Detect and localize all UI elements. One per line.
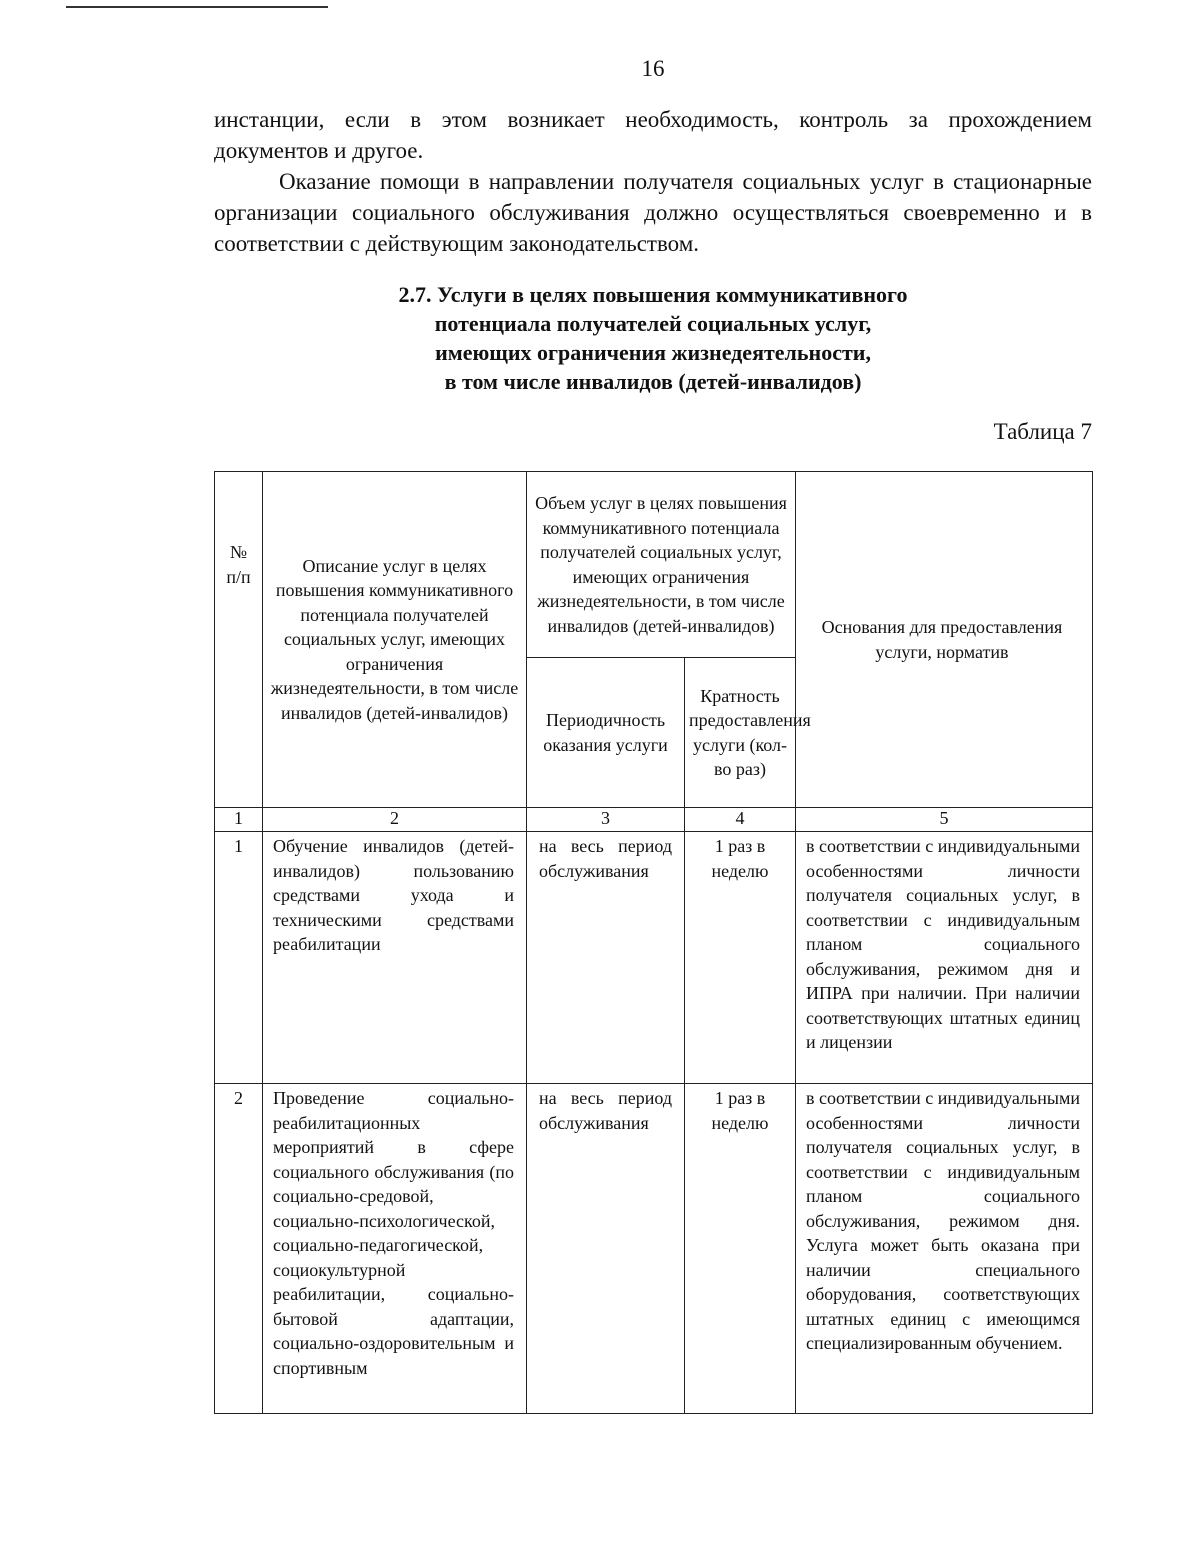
services-table — [214, 471, 1093, 1414]
header-volume-group: Объем услуг в целях повышения коммуникативного потенциала получателей социальных услуг, имеющих ограничения жизнедеятельности, в том числе инвалидов (детей-инвалидов) — [527, 472, 796, 658]
heading-line: в том числе инвалидов (детей-инвалидов) — [444, 369, 862, 394]
top-rule — [66, 6, 328, 8]
row-basis: в соответствии с индивидуальными особенностями личности получателя социальных услуг, в соответствии с индивидуальным планом социального обслуживания, режимом дня. Услуга может быть оказана при наличии специального оборудования, соответствующих штатных единиц с имеющимся специализированным обучением. — [796, 1084, 1093, 1414]
table-row — [215, 832, 1093, 1084]
table-label: Таблица 7 — [993, 419, 1092, 444]
header-frequency: Кратность предоставления услуги (кол-во раз) — [685, 658, 796, 808]
column-number: 4 — [685, 808, 796, 832]
table-row — [215, 1084, 1093, 1414]
heading-line: имеющих ограничения жизнедеятельности, — [435, 340, 871, 365]
header-basis: Основания для предоставления услуги, норматив — [796, 472, 1093, 808]
column-number: 5 — [796, 808, 1093, 832]
row-frequency: 1 раз в неделю — [685, 1084, 796, 1414]
column-number: 3 — [527, 808, 685, 832]
header-number: № п/п — [215, 472, 263, 808]
row-description: Проведение социально-реабилитационных мероприятий в сфере социального обслуживания (по социально-средовой, социально-психологической, социально-педагогической, социокультурной реабилитации, социально-бытовой адаптации, социально-оздоровительным и спортивным — [263, 1084, 527, 1414]
column-number: 2 — [263, 808, 527, 832]
paragraph-2: Оказание помощи в направлении получателя социальных услуг в стационарные организации социального обслуживания должно осуществляться своевременно и в соответствии с действующим законодательством. — [214, 169, 1092, 256]
paragraph-1: инстанции, если в этом возникает необходимость, контроль за прохождением документов и другое. — [214, 107, 1092, 163]
row-basis: в соответствии с индивидуальными особенностями личности получателя социальных услуг, в соответствии с индивидуальным планом социального обслуживания, режимом дня и ИПРА при наличии. При наличии соответствующих штатных единиц и лицензии — [796, 832, 1093, 1084]
section-heading — [214, 280, 1092, 396]
page-number: 16 — [641, 56, 665, 81]
row-description: Обучение инвалидов (детей-инвалидов) пользованию средствами ухода и техническими средствами реабилитации — [263, 832, 527, 1084]
header-periodicity: Периодичность оказания услуги — [527, 658, 685, 808]
column-number: 1 — [215, 808, 263, 832]
row-number: 2 — [215, 1084, 263, 1414]
row-periodicity: на весь период обслуживания — [527, 832, 685, 1084]
row-frequency: 1 раз в неделю — [685, 832, 796, 1084]
heading-line: 2.7. Услуги в целях повышения коммуникативного — [398, 282, 908, 307]
row-number: 1 — [215, 832, 263, 1084]
heading-line: потенциала получателей социальных услуг, — [434, 311, 872, 336]
header-description: Описание услуг в целях повышения коммуникативного потенциала получателей социальных услуг, имеющих ограничения жизнедеятельности, в том числе инвалидов (детей-инвалидов) — [263, 472, 527, 808]
row-periodicity: на весь период обслуживания — [527, 1084, 685, 1414]
